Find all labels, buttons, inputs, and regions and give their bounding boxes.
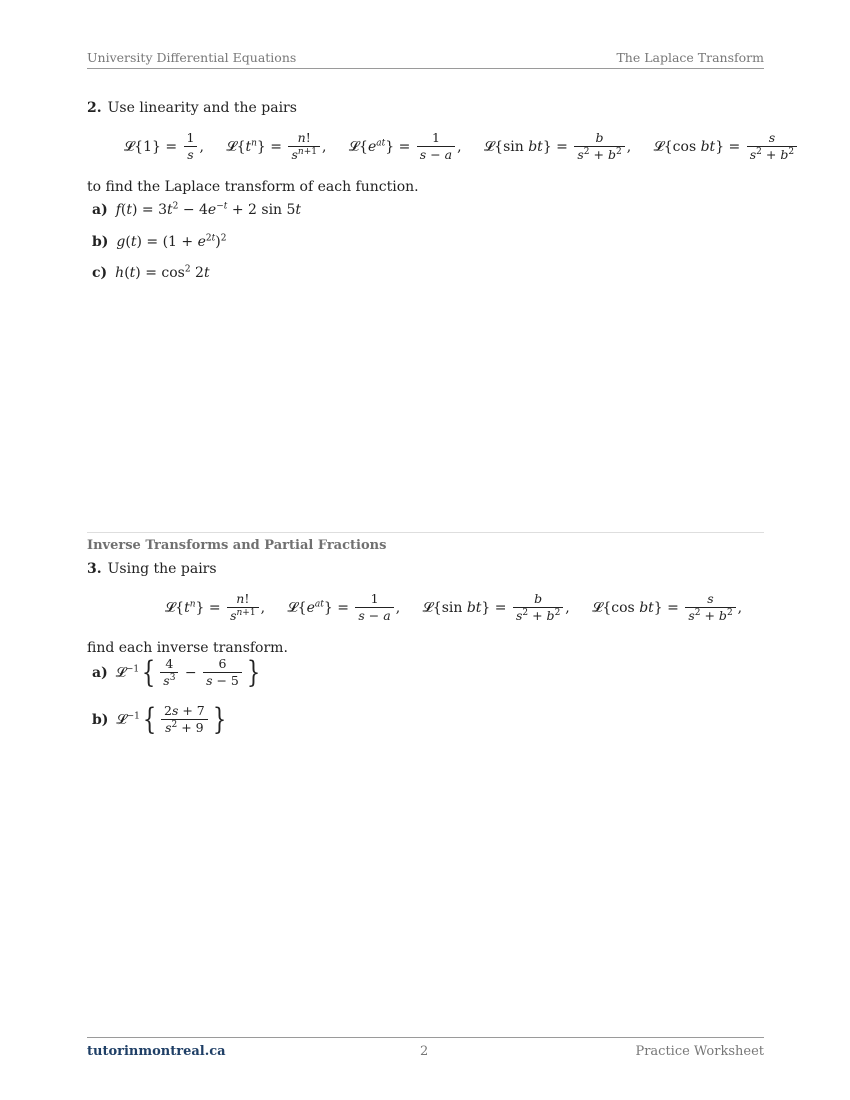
problem-3-statement xyxy=(87,561,217,577)
problem-3-followup: find each inverse transform. xyxy=(87,640,288,656)
part-label: c) xyxy=(92,265,108,281)
page-header xyxy=(87,50,764,69)
part-label: b) xyxy=(92,234,109,250)
page-footer xyxy=(87,1037,764,1059)
header-topic-title: The Laplace Transform xyxy=(616,50,764,65)
part-label: b) xyxy=(92,711,109,728)
part-expression: 𝓛$^{-1}${ $\frac{2s + 7}{s^2 + 9}$ } xyxy=(116,701,226,737)
problem-2-part-b xyxy=(92,234,226,250)
problem-3-intro: Using the pairs xyxy=(107,561,217,577)
footer-site-link[interactable]: tutorinmontreal.ca xyxy=(87,1044,226,1059)
inverse-pairs-formula: $𝓛\{t^n\}$ = $\frac{n!}{s^{n+1}}$ , $𝓛\{e^{at}\}$ = $\frac{1}{s - a}$ , 𝓛{sin bt} = $\frac{b}{s^2 + b^2}$ , 𝓛{cos bt} = $\frac{s}{s^2 + b^2}$ , xyxy=(165,591,743,623)
problem-3-number: 3. xyxy=(87,561,102,577)
page-number: 2 xyxy=(420,1044,429,1059)
part-expression: $g(t) = (1 + e^{2t})^2$ xyxy=(116,233,227,250)
part-expression: $f(t) = 3t^2 - 4e^{-t} + 2$ sin 5t xyxy=(115,201,302,218)
footer-label: Practice Worksheet xyxy=(635,1044,764,1059)
problem-3-part-a xyxy=(92,656,263,689)
part-expression: 𝓛$^{-1}${ $\frac{4}{s^3}$ − $\frac{6}{s - 5}$ } xyxy=(115,654,261,690)
laplace-pairs-formula: 𝓛{1} = $\frac{1}{s}$ , $𝓛\{t^n\}$ = $\frac{n!}{s^{n+1}}$ , $𝓛\{e^{at}\}$ = $\frac{1}{s - a}$ , 𝓛{sin bt} = $\frac{b}{s^2 + b^2}$ , 𝓛{cos bt} = $\frac{s}{s^2 + b^2}$ xyxy=(124,130,799,163)
problem-2-part-c xyxy=(92,265,210,281)
problem-2-number: 2. xyxy=(87,100,102,116)
problem-3-part-b xyxy=(92,703,229,736)
section-divider xyxy=(87,532,764,533)
part-label: a) xyxy=(92,664,108,681)
part-label: a) xyxy=(92,202,108,218)
problem-2-part-a xyxy=(92,202,301,218)
problem-2-statement xyxy=(87,100,297,116)
problem-2-followup: to find the Laplace transform of each function. xyxy=(87,179,419,195)
section-title: Inverse Transforms and Partial Fractions xyxy=(87,538,387,553)
header-course-title: University Differential Equations xyxy=(87,50,297,65)
problem-2-intro: Use linearity and the pairs xyxy=(107,100,297,116)
part-expression: $h(t) = \cos^2 2t$ xyxy=(115,264,210,281)
